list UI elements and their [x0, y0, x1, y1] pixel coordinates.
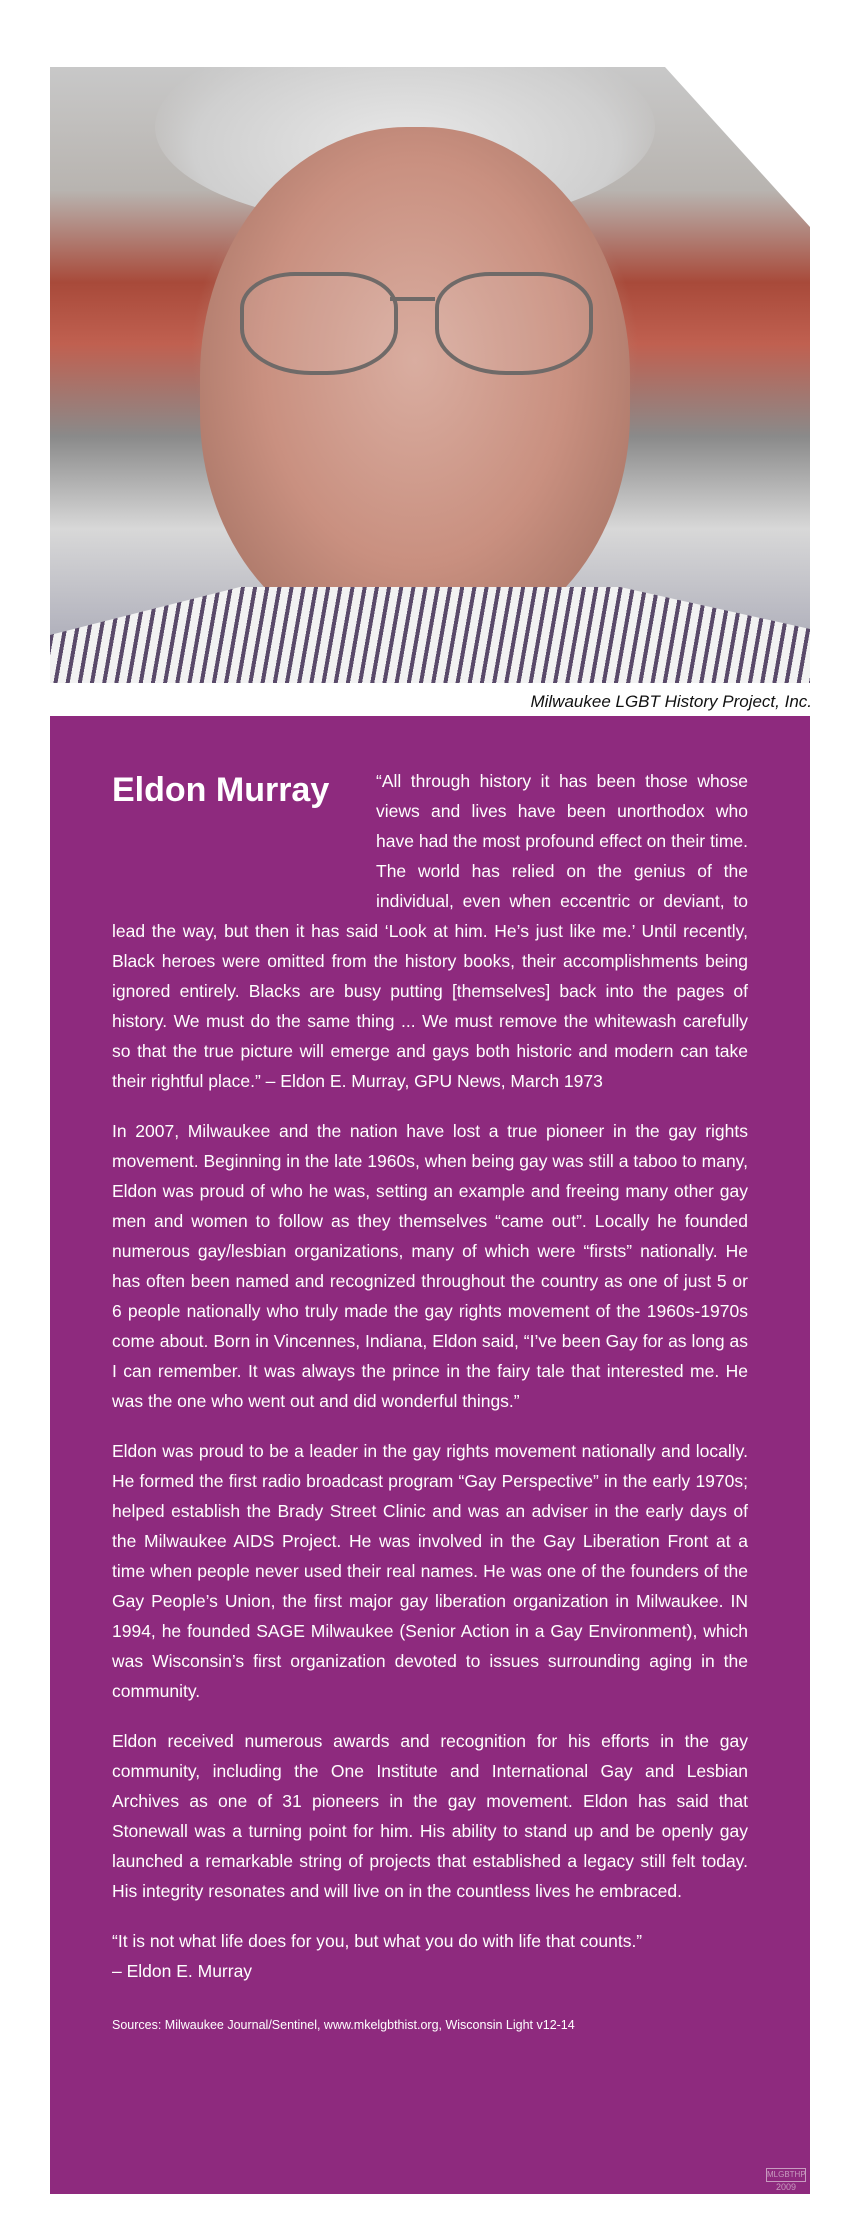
- bio-paragraph-3: Eldon received numerous awards and recognition for his efforts in the gay community, including the One Institute and International Gay and Lesbian Archives as one of 31 pioneers in the gay movement. Eldon has said that Stonewall was a turning point for him. His ability to stand up and be openly gay launched a remarkable string of projects that established a legacy still felt today. His integrity resonates and will live on in the countless lives he embraced.: [112, 1731, 748, 1901]
- bio-content: [112, 766, 748, 2034]
- project-logo-mark: MLGBTHP: [766, 2168, 806, 2182]
- project-logo: [766, 2168, 806, 2190]
- portrait-face: [200, 127, 630, 647]
- portrait-glasses-right: [435, 272, 593, 375]
- closing-quote-attribution: – Eldon E. Murray: [112, 1961, 253, 1981]
- bio-name-heading: Eldon Murray: [112, 771, 330, 809]
- portrait-glasses-left: [240, 272, 398, 375]
- bio-paragraph-2: Eldon was proud to be a leader in the gay rights movement nationally and locally. He formed the first radio broadcast program “Gay Perspective” in the early 1970s; helped establish the Brady Street Clinic and was an adviser in the early days of the Milwaukee AIDS Project. He was involved in the Gay Liberation Front at a time when people never used their real names. He was one of the founders of the Gay People’s Union, the first major gay liberation organization in Milwaukee. IN 1994, he founded SAGE Milwaukee (Senior Action in a Gay Environment), which was Wisconsin’s first organization devoted to issues surrounding aging in the community.: [112, 1441, 748, 1701]
- bio-panel: [50, 716, 810, 2194]
- portrait-glasses-bridge: [390, 297, 435, 301]
- project-logo-year: 2009: [775, 2182, 797, 2192]
- bio-paragraph-1: In 2007, Milwaukee and the nation have lost a true pioneer in the gay rights movement. Beginning in the late 1960s, when being gay was still a taboo to many, Eldon was proud of who he was, setting an example and freeing many other gay men and women to follow as they themselves “came out”. Locally he founded numerous gay/lesbian organizations, many of which were “firsts” nationally. He has often been named and recognized throughout the country as one of just 5 or 6 people nationally who truly made the gay rights movement of the 1960s-1970s come about. Born in Vincennes, Indiana, Eldon said, “I’ve been Gay for as long as I can remember. It was always the prince in the fairy tale that interested me. He was the one who went out and did wonderful things.”: [112, 1121, 748, 1411]
- sources-note: Sources: Milwaukee Journal/Sentinel, www.mkelgbthist.org, Wisconsin Light v12-14: [112, 2018, 575, 2032]
- closing-quote: [112, 1926, 748, 1986]
- portrait-photo: [50, 67, 810, 683]
- portrait-shirt: [50, 587, 810, 683]
- closing-quote-text: “It is not what life does for you, but what you do with life that counts.”: [112, 1931, 643, 1951]
- opening-quote: “All through history it has been those whose views and lives have been unorthodox who have had the most profound effect on their time. The world has relied on the genius of the individual, even when eccentric or deviant, to lead the way, but then it has said ‘Look at him. He’s just like me.’ Until recently, Black heroes were omitted from the history books, their accomplishments being ignored entirely. Blacks are busy putting [themselves] back into the pages of history. We must do the same thing ... We must remove the whitewash carefully so that the true picture will emerge and gays both historic and modern can take their rightful place.” – Eldon E. Murray, GPU News, March 1973: [112, 771, 748, 1091]
- photo-credit: Milwaukee LGBT History Project, Inc.: [530, 692, 812, 711]
